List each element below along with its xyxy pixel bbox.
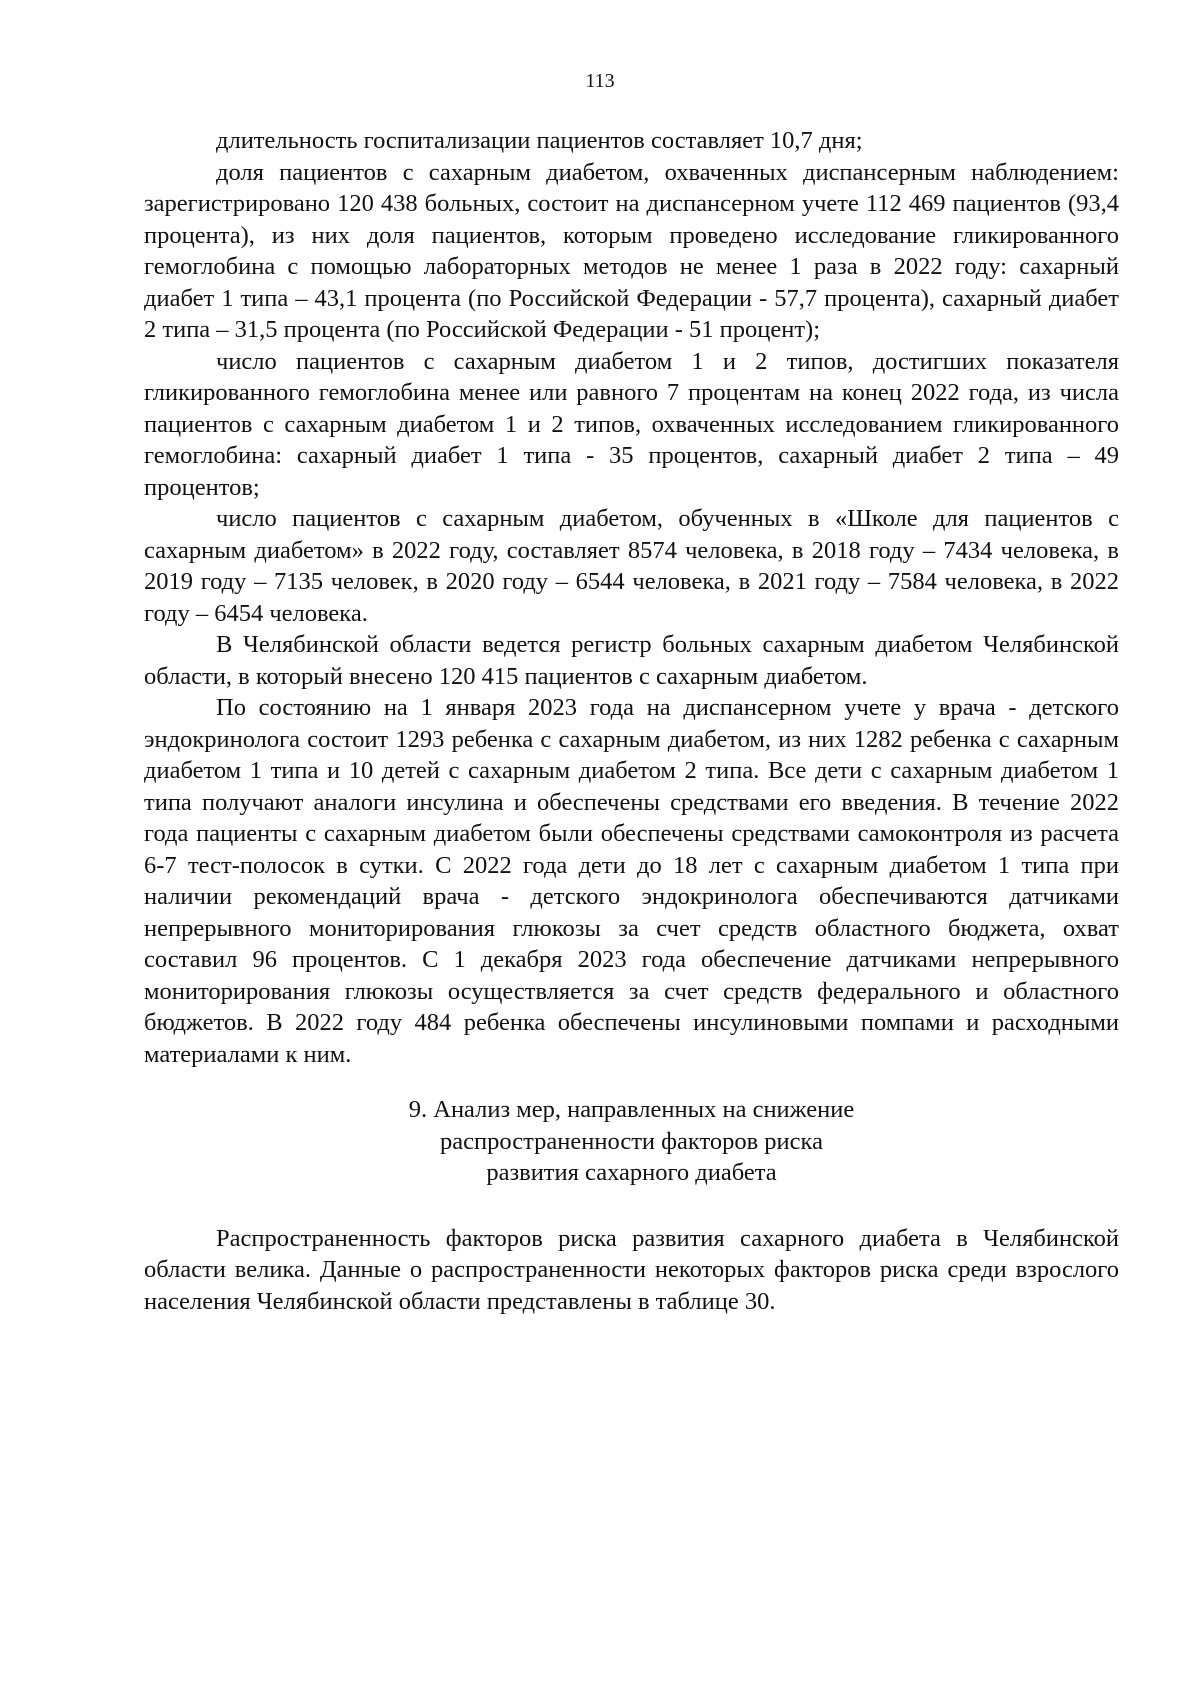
paragraph-children-care: По состоянию на 1 января 2023 года на диспансерном учете у врача - детского эндокринолога состоит 1293 ребенка с сахарным диабетом, из них 1282 ребенка с сахарным диабетом 1 типа и 10 детей с сахарным диабетом 2 типа. Все дети с сахарным диабетом 1 типа получают аналоги инсулина и обеспечены средствами его введения. В течение 2022 года пациенты с сахарным диабетом были обеспечены средствами самоконтроля из расчета 6-7 тест-полосок в сутки. С 2022 года дети до 18 лет с сахарным диабетом 1 типа при наличии рекомендаций врача - детского эндокринолога обеспечиваются датчиками непрерывного мониторирования глюкозы за счет средств областного бюджета, охват составил 96 процентов. С 1 декабря 2023 года обеспечение датчиками непрерывного мониторирования глюкозы осуществляется за счет средств федерального и областного бюджетов. В 2022 году 484 ребенка обеспечены инсулиновыми помпами и расходными материалами к ним. bbox=[144, 694, 1119, 1068]
section-heading bbox=[144, 1094, 1119, 1189]
page-number: 113 bbox=[585, 70, 615, 92]
document-body bbox=[144, 125, 1119, 1317]
section-heading-line: распространенности факторов риска bbox=[440, 1127, 823, 1155]
paragraph-registry: В Челябинской области ведется регистр больных сахарным диабетом Челябинской области, в который внесено 120 415 пациентов с сахарным диабетом. bbox=[144, 631, 1119, 690]
paragraph-risk-factors: Распространенность факторов риска развития сахарного диабета в Челябинской области велика. Данные о распространенности некоторых факторов риска среди взрослого населения Челябинской области представлены в таблице 30. bbox=[144, 1224, 1119, 1315]
section-heading-line: 9. Анализ мер, направленных на снижение bbox=[408, 1096, 855, 1123]
paragraph-diabetes-school: число пациентов с сахарным диабетом, обученных в «Школе для пациентов с сахарным диабетом» в 2022 году, составляет 8574 человека, в 2018 году – 7434 человека, в 2019 году – 7135 человек, в 2020 году – 6544 человека, в 2021 году – 7584 человека, в 2022 году – 6454 человека. bbox=[144, 505, 1119, 627]
paragraph-hospitalization-duration: длительность госпитализации пациентов составляет 10,7 дня; bbox=[216, 127, 863, 154]
paragraph-dispensary-observation: доля пациентов с сахарным диабетом, охваченных диспансерным наблюдением: зарегистрировано 120 438 больных, состоит на диспансерном учете 112 469 пациентов (93,4 процента), из них доля пациентов, которым проведено исследование гликированного гемоглобина с помощью лабораторных методов не менее 1 раза в 2022 году: сахарный диабет 1 типа – 43,1 процента (по Российской Федерации - 57,7 процента), сахарный диабет 2 типа – 31,5 процента (по Российской Федерации - 51 процент); bbox=[144, 158, 1119, 343]
section-heading-line: развития сахарного диабета bbox=[486, 1159, 777, 1186]
paragraph-hemoglobin-target: число пациентов с сахарным диабетом 1 и 2 типов, достигших показателя гликированного гемоглобина менее или равного 7 процентам на конец 2022 года, из числа пациентов с сахарным диабетом 1 и 2 типов, охваченных исследованием гликированного гемоглобина: сахарный диабет 1 типа - 35 процентов, сахарный диабет 2 типа – 49 процентов; bbox=[144, 347, 1119, 501]
